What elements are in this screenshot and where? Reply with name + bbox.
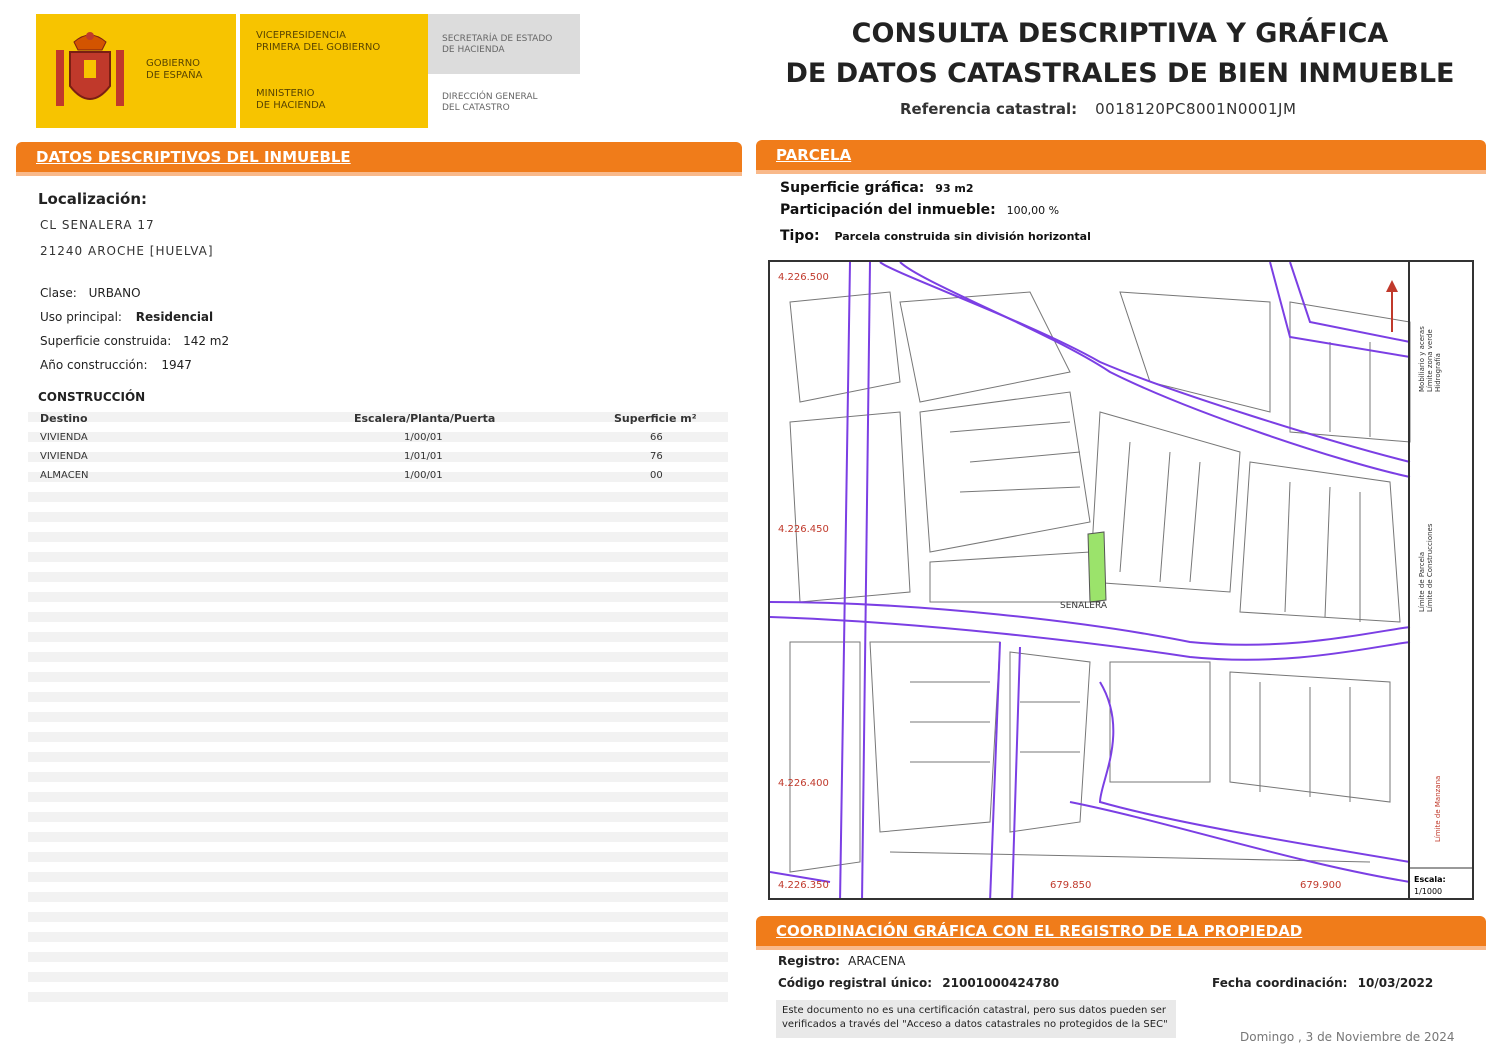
section-header-coordination: COORDINACIÓN GRÁFICA CON EL REGISTRO DE LA PROPIEDAD	[756, 916, 1486, 946]
table-stripe	[28, 672, 728, 682]
table-stripe	[28, 872, 728, 882]
coordination-date-field: Fecha coordinación: 10/03/2022	[1212, 976, 1434, 990]
logo-secretaria-text: SECRETARÍA DE ESTADO DE HACIENDA	[442, 34, 553, 55]
participation-field: Participación del inmueble: 100,00 %	[780, 202, 1060, 218]
table-stripe	[28, 752, 728, 762]
table-stripe	[28, 892, 728, 902]
svg-text:Mobiliario y aceras: Mobiliario y aceras	[1418, 326, 1426, 392]
table-stripe	[28, 692, 728, 702]
coat-of-arms-icon	[48, 28, 132, 116]
table-stripe	[28, 972, 728, 982]
cadastral-reference: Referencia catastral: 0018120PC8001N0001JM	[900, 100, 1297, 118]
construction-title: CONSTRUCCIÓN	[38, 390, 146, 404]
table-stripe	[28, 712, 728, 722]
svg-text:Límite de Manzana: Límite de Manzana	[1434, 775, 1442, 842]
legend-drawing	[1410, 262, 1474, 898]
svg-text:Escala:: Escala:	[1414, 875, 1446, 884]
section-header-parcela: PARCELA	[756, 140, 1486, 170]
logo-vicepresidencia-text: VICEPRESIDENCIA PRIMERA DEL GOBIERNO	[256, 30, 381, 53]
table-row: VIVIENDA 1/00/01 66	[40, 432, 663, 443]
table-stripe	[28, 812, 728, 822]
table-row: ALMACEN 1/00/01 00	[40, 470, 663, 481]
svg-text:1/1000: 1/1000	[1414, 887, 1443, 896]
disclaimer-note: Este documento no es una certificación catastral, pero sus datos pueden ser verificados a través del "Acceso a datos catastrales no protegidos de la SEC"	[776, 1000, 1176, 1038]
map-drawing	[770, 262, 1472, 898]
table-header: Destino Escalera/Planta/Puerta Superficie m²	[40, 412, 697, 425]
parcel-highlight	[1088, 532, 1106, 602]
table-stripe	[28, 852, 728, 862]
footer-date: Domingo , 3 de Noviembre de 2024	[1240, 1030, 1455, 1044]
map-coordinate-label: 4.226.450	[778, 524, 829, 535]
section-bar	[756, 946, 1486, 950]
map-coordinate-label: 4.226.350	[778, 880, 829, 891]
section-bar	[756, 170, 1486, 174]
table-stripe	[28, 992, 728, 1002]
map-coordinate-label: 4.226.500	[778, 272, 829, 283]
map-coordinate-label: 679.850	[1050, 880, 1092, 891]
use-field: Uso principal: Residencial	[40, 310, 214, 324]
logo-separator	[236, 14, 240, 128]
table-stripe	[28, 732, 728, 742]
svg-text:Límite zona verde: Límite zona verde	[1426, 329, 1434, 392]
table-stripe	[28, 512, 728, 522]
table-stripe	[28, 532, 728, 542]
map-coordinate-label: 679.900	[1300, 880, 1342, 891]
registry-code-field: Código registral único: 21001000424780	[778, 976, 1060, 990]
table-stripe	[28, 952, 728, 962]
table-stripe	[28, 572, 728, 582]
table-stripe	[28, 832, 728, 842]
svg-text:Hidrografía: Hidrografía	[1434, 353, 1442, 392]
built-area-field: Superficie construida: 142 m2	[40, 334, 230, 348]
table-stripe	[28, 772, 728, 782]
map-coordinate-label: 4.226.400	[778, 778, 829, 789]
logo-direccion-text: DIRECCIÓN GENERAL DEL CATASTRO	[442, 92, 538, 113]
table-stripe	[28, 632, 728, 642]
table-stripe	[28, 932, 728, 942]
logo-gobierno-text: GOBIERNO DE ESPAÑA	[146, 58, 203, 81]
table-stripe	[28, 912, 728, 922]
address-line-2: 21240 AROCHE [HUELVA]	[40, 244, 214, 258]
logo-ministerio-text: MINISTERIO DE HACIENDA	[256, 88, 326, 111]
graphic-area-field: Superficie gráfica: 93 m2	[780, 180, 974, 196]
table-stripe	[28, 592, 728, 602]
type-field: Tipo: Parcela construida sin división horizontal	[780, 228, 1091, 244]
north-arrow-icon	[1386, 280, 1398, 332]
section-bar	[16, 172, 742, 176]
page-title: CONSULTA DESCRIPTIVA Y GRÁFICA DE DATOS CATASTRALES DE BIEN INMUEBLE	[785, 18, 1455, 89]
table-stripe	[28, 492, 728, 502]
table-stripe	[28, 792, 728, 802]
svg-text:Límite de Parcela: Límite de Parcela	[1418, 551, 1426, 612]
table-stripe	[28, 552, 728, 562]
table-row: VIVIENDA 1/01/01 76	[40, 451, 663, 462]
construction-table	[28, 412, 728, 1018]
address-line-1: CL SENALERA 17	[40, 218, 155, 232]
table-stripe	[28, 652, 728, 662]
table-stripe	[28, 612, 728, 622]
section-header-descriptive: DATOS DESCRIPTIVOS DEL INMUEBLE	[16, 142, 742, 172]
year-built-field: Año construcción: 1947	[40, 358, 192, 372]
map-street-label: SENALERA	[1060, 601, 1108, 611]
cadastral-map[interactable]	[768, 260, 1474, 900]
class-field: Clase: URBANO	[40, 286, 141, 300]
svg-text:Límite de Construcciones: Límite de Construcciones	[1426, 523, 1434, 612]
registry-field: Registro: ARACENA	[778, 954, 906, 968]
location-label: Localización:	[38, 190, 148, 208]
map-legend	[1408, 262, 1474, 898]
